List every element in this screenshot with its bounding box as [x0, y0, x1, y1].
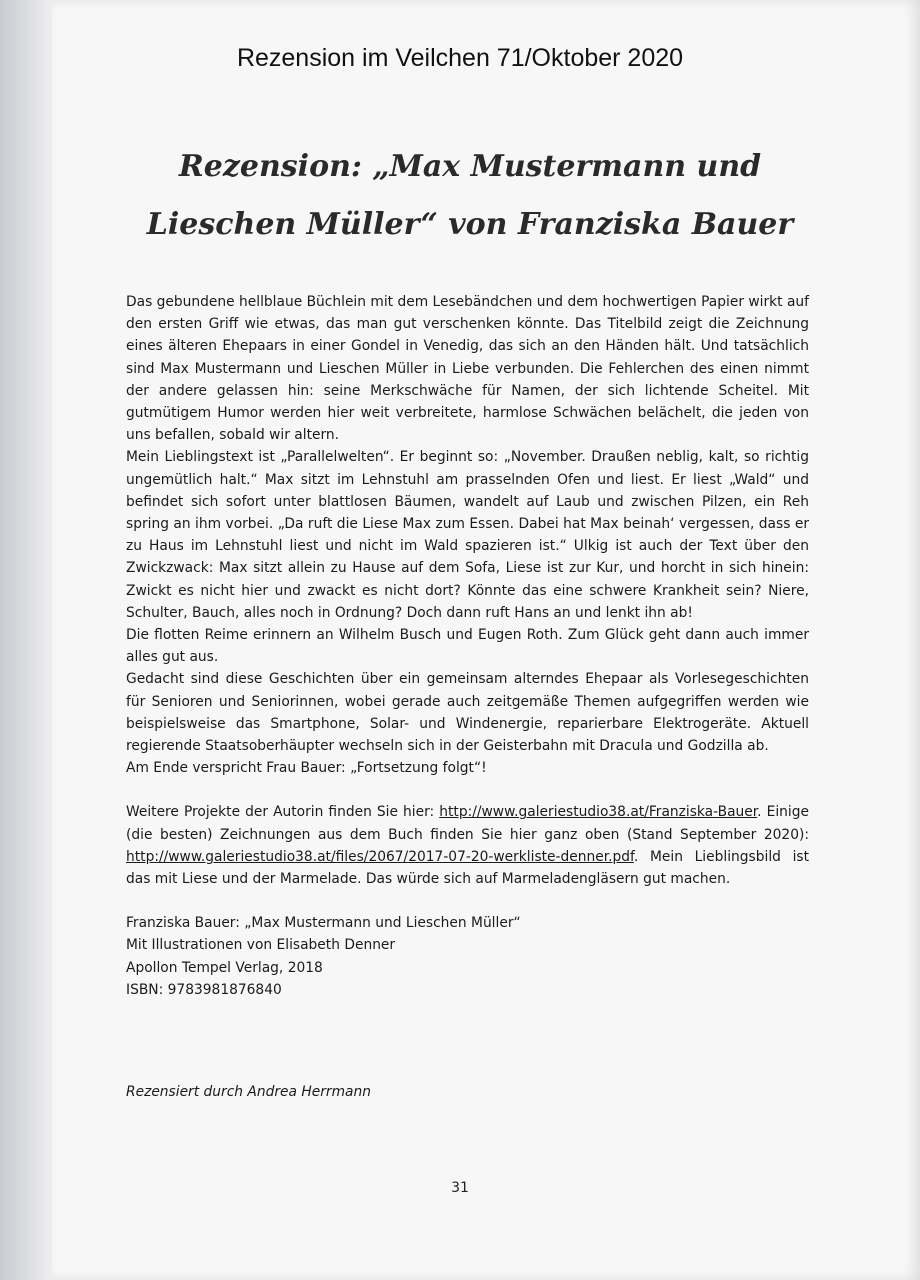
projects-paragraph — [126, 801, 809, 890]
paragraph-1: Das gebundene hellblaue Büchlein mit dem Lesebändchen und dem hochwertigen Papier wirkt auf den ersten Griff wie etwas, das man gut verschenken könnte. Das Titelbild zeigt die Zeichnung eines älteren Ehepaars in einer Gondel in Venedig, das sich an den Händen hält. Und tatsächlich sind Max Mustermann und Lieschen Müller in Liebe verbunden. Die Fehlerchen des einen nimmt der andere gelassen hin: seine Merkschwäche für Namen, der sich lichtende Scheitel. Mit gutmütigem Humor werden hier weit verbreitete, harmlose Schwächen belächelt, die jeden von uns befallen, sobald wir altern. — [126, 294, 810, 444]
projects-middle-text: . Einige (die besten) Zeichnungen aus dem Buch finden Sie hier ganz oben (Stand September 2020): — [126, 804, 809, 843]
paragraph-4: Gedacht sind diese Geschichten über ein gemeinsam alterndes Ehepaar als Vorlesegeschichten für Senioren und Seniorinnen, wobei gerade auch zeitgemäße Themen aufgegriffen werden wie beispielsweise das Smartphone, Solar- und Windenergie, reparierbare Elektrogeräte. Aktuell regierende Staatsoberhäupter wechseln sich in der Geisterbahn mit Dracula und Godzilla ab. — [126, 671, 809, 755]
page-header: Rezension im Veilchen 71/Oktober 2020 — [236, 44, 684, 72]
page-number: 31 — [451, 1180, 469, 1196]
author-projects-link[interactable]: http://www.galeriestudio38.at/Franziska-Bauer — [439, 804, 758, 821]
book-info — [126, 912, 809, 1001]
review-title — [110, 138, 830, 254]
review-body — [126, 291, 809, 1001]
spacer — [126, 779, 809, 801]
book-isbn: ISBN: 9783981876840 — [126, 981, 282, 998]
projects-intro: Weitere Projekte der Autorin finden Sie hier: — [126, 804, 440, 821]
review-title-line-2: Lieschen Müller“ von Franziska Bauer — [146, 207, 794, 242]
book-author-title: Franziska Bauer: „Max Mustermann und Lieschen Müller“ — [126, 915, 521, 932]
book-illustrator: Mit Illustrationen von Elisabeth Denner — [126, 937, 396, 954]
projects-closing-text: . Mein Lieblingsbild ist das mit Liese und der Marmelade. Das würde sich auf Marmeladengläsern gut machen. — [126, 848, 809, 888]
paragraph-3: Die flotten Reime erinnern an Wilhelm Busch und Eugen Roth. Zum Glück geht dann auch immer alles gut aus. — [126, 627, 809, 666]
book-publisher: Apollon Tempel Verlag, 2018 — [126, 959, 323, 976]
review-title-line-1: Rezension: „Max Mustermann und — [178, 149, 762, 184]
reviewer-credit: Rezensiert durch Andrea Herrmann — [126, 1084, 371, 1100]
page-gutter-shadow — [0, 0, 52, 1280]
paragraph-2: Mein Lieblingstext ist „Parallelwelten“. Er beginnt so: „November. Draußen neblig, kalt, so richtig ungemütlich halt.“ Max sitzt im Lehnstuhl am prasselnden Ofen und liest. Er liest „Wald“ und befindet sich sofort unter blattlosen Bäumen, wandelt auf Laub und zwischen Pilzen, ein Reh spring an ihm vorbei. „Da ruft die Liese Max zum Essen. Dabei hat Max beinah‘ vergessen, dass er zu Haus im Lehnstuhl liest und nicht im Wald spazieren ist.“ Ulkig ist auch der Text über den Zwickzwack: Max sitzt allein zu Hause auf dem Sofa, Liese ist zur Kur, und horcht in sich hinein: Zwickt es nicht hier und zwackt es nicht dort? Könnte das eine schwere Krankheit sein? Niere, Schulter, Bauch, alles noch in Ordnung? Doch dann ruft Hans an und lenkt ihn ab! — [126, 449, 809, 621]
drawings-list-link[interactable]: http://www.galeriestudio38.at/files/2067/2017-07-20-werkliste-denner.pdf — [126, 848, 634, 865]
spacer — [126, 890, 809, 912]
paragraph-5: Am Ende verspricht Frau Bauer: „Fortsetzung folgt“! — [126, 760, 487, 777]
